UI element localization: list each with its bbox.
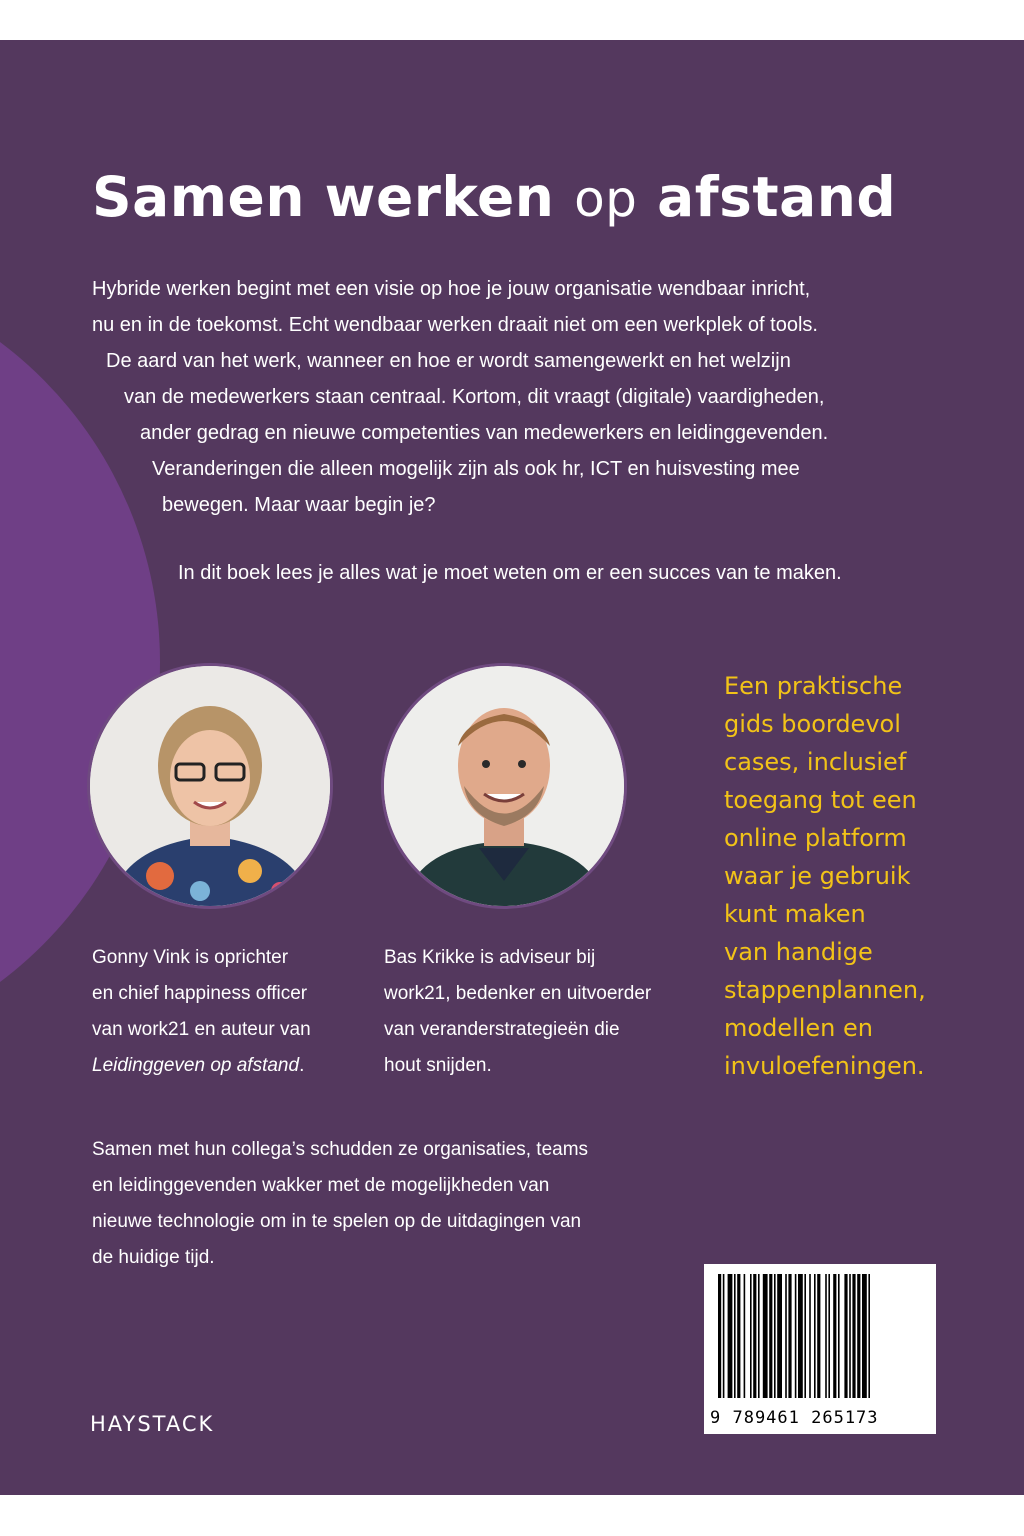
barcode-bar [852, 1274, 855, 1398]
bio-line: Bas Krikke is adviseur bij [384, 947, 596, 968]
tagline-line: kunt maken [724, 900, 866, 928]
bio-line: work21, bedenker en uitvoerder [384, 983, 652, 1004]
barcode-bar [785, 1274, 787, 1398]
bio-line: van veranderstrategieën die [384, 1019, 620, 1040]
author-photo-bas-krikke [384, 666, 624, 906]
outro-line: de huidige tijd. [92, 1247, 215, 1268]
tagline-line: cases, inclusief [724, 748, 907, 776]
bio-line-book [92, 1048, 311, 1084]
tagline-line: waar je gebruik [724, 862, 911, 890]
barcode-bar [788, 1274, 791, 1398]
intro-line: nu en in de toekomst. Echt wendbaar werken draait niet om een werkplek of tools. [92, 314, 818, 336]
barcode-bar [798, 1274, 803, 1398]
barcode-bar [774, 1274, 776, 1398]
intro-line: van de medewerkers staan centraal. Kortom, dit vraagt (digitale) vaardigheden, [124, 386, 825, 408]
closing-line: In dit boek lees je alles wat je moet weten om er een succes van te maken. [178, 562, 842, 584]
barcode-bar [734, 1274, 736, 1398]
title-part-op: op [574, 170, 638, 228]
title-part-afstand: afstand [657, 165, 897, 229]
tagline-line: modellen en [724, 1014, 873, 1042]
intro-line: bewegen. Maar waar begin je? [162, 494, 436, 516]
barcode-bar [844, 1274, 847, 1398]
barcode-bar [753, 1274, 756, 1398]
barcode-digits: 9 789461 265173 [710, 1408, 879, 1428]
barcode-bar [862, 1274, 867, 1398]
tagline [724, 667, 926, 1085]
portrait-illustration [384, 666, 624, 906]
book-title [92, 165, 896, 229]
outro-paragraph [92, 1132, 588, 1276]
portrait-illustration [90, 666, 330, 906]
barcode-bar [833, 1274, 836, 1398]
tagline-line: online platform [724, 824, 907, 852]
barcode-bar [795, 1274, 797, 1398]
intro-line: Hybride werken begint met een visie op hoe je jouw organisatie wendbaar inricht, [92, 278, 811, 300]
barcode-bar [723, 1274, 725, 1398]
tagline-line: stappenplannen, [724, 976, 926, 1004]
barcode [704, 1264, 936, 1434]
outro-line: nieuwe technologie om in te spelen op de uitdagingen van [92, 1211, 582, 1232]
publisher-logo: HAYSTACK [90, 1412, 215, 1436]
author-bio-gonny-vink [92, 940, 311, 1084]
barcode-bar [763, 1274, 768, 1398]
author-bio-bas-krikke [384, 940, 651, 1084]
barcode-bar [718, 1274, 721, 1398]
outro-line: en leidinggevenden wakker met de mogelijkheden van [92, 1175, 550, 1196]
barcode-bar [849, 1274, 851, 1398]
tagline-line: toegang tot een [724, 786, 917, 814]
tagline-line: gids boordevol [724, 710, 901, 738]
barcode-bar [828, 1274, 830, 1398]
back-cover [0, 40, 1024, 1495]
intro-line: De aard van het werk, wanneer en hoe er wordt samengewerkt en het welzijn [106, 350, 791, 372]
barcode-bar [857, 1274, 860, 1398]
barcode-bar [737, 1274, 740, 1398]
outro-line: Samen met hun collega’s schudden ze organisaties, teams [92, 1139, 589, 1160]
author-photo-gonny-vink [90, 666, 330, 906]
barcode-bar [750, 1274, 752, 1398]
barcode-bar [769, 1274, 772, 1398]
bio-line: van work21 en auteur van [92, 1019, 311, 1040]
intro-line: ander gedrag en nieuwe competenties van medewerkers en leidinggevenden. [140, 422, 829, 444]
bio-line: hout snijden. [384, 1055, 492, 1076]
barcode-bar [814, 1274, 816, 1398]
barcode-bar [825, 1274, 827, 1398]
intro-line: Veranderingen die alleen mogelijk zijn als ook hr, ICT en huisvesting mee [152, 458, 800, 480]
barcode-bars [704, 1264, 936, 1404]
barcode-bar [728, 1274, 733, 1398]
tagline-line: van handige [724, 938, 873, 966]
barcode-bar [777, 1274, 782, 1398]
barcode-bar [809, 1274, 811, 1398]
barcode-bar [838, 1274, 840, 1398]
book-title-reference: Leidinggeven op afstand [92, 1055, 300, 1076]
tagline-line: invuloefeningen. [724, 1052, 925, 1080]
bio-line: Gonny Vink is oprichter [92, 947, 289, 968]
barcode-bar [804, 1274, 806, 1398]
book-suffix: . [299, 1055, 305, 1076]
tagline-line: Een praktische [724, 672, 903, 700]
barcode-bar [817, 1274, 820, 1398]
barcode-bar [868, 1274, 870, 1398]
barcode-bar [744, 1274, 746, 1398]
barcode-bar [758, 1274, 760, 1398]
bio-line: en chief happiness officer [92, 983, 308, 1004]
title-part-samen-werken: Samen werken [92, 165, 555, 229]
